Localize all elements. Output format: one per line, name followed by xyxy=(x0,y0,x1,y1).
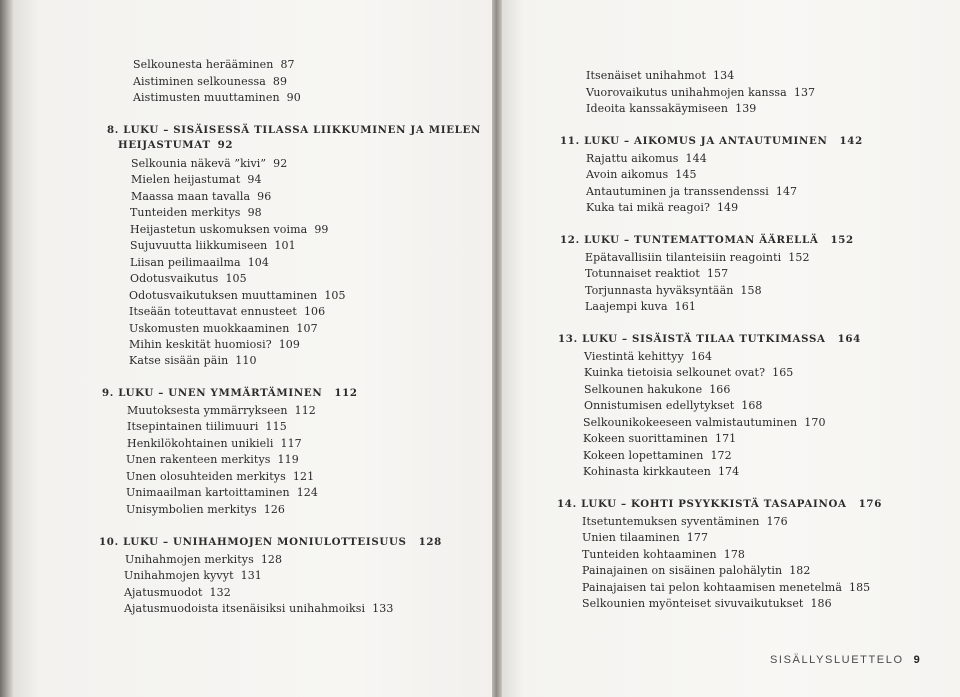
toc-entry: Kokeen suorittaminen 171 xyxy=(583,432,737,445)
book-spine xyxy=(492,0,502,697)
toc-entry: Odotusvaikutus 105 xyxy=(130,272,247,285)
toc-entry: Painajainen on sisäinen palohälytin 182 xyxy=(582,564,811,577)
page-footer xyxy=(770,654,920,666)
toc-entry: Kokeen lopettaminen 172 xyxy=(583,449,732,462)
page-number: 9 xyxy=(913,654,920,666)
chapter-heading: 9. LUKU – UNEN YMMÄRTÄMINEN 112 xyxy=(102,387,358,399)
toc-entry: Selkounen hakukone 166 xyxy=(584,383,731,396)
toc-entry: Selkounesta herääminen 87 xyxy=(133,58,295,71)
toc-entry: Unimaailman kartoittaminen 124 xyxy=(126,486,318,499)
chapter-heading: 8. LUKU – SISÄISESSÄ TILASSA LIIKKUMINEN JA MIELEN xyxy=(107,124,482,136)
toc-entry: Unihahmojen kyvyt 131 xyxy=(124,569,262,582)
toc-entry: Avoin aikomus 145 xyxy=(586,168,697,181)
toc-entry: Unisymbolien merkitys 126 xyxy=(126,503,286,516)
toc-entry: Totunnaiset reaktiot 157 xyxy=(585,267,729,280)
toc-entry: Selkounia näkevä ”kivi” 92 xyxy=(131,157,288,170)
toc-entry: Itsenäiset unihahmot 134 xyxy=(586,69,735,82)
toc-entry: Itsetuntemuksen syventäminen 176 xyxy=(582,515,788,528)
toc-entry: Liisan peilimaailma 104 xyxy=(130,256,269,269)
toc-entry: Uskomusten muokkaaminen 107 xyxy=(129,322,318,335)
toc-entry: Kuinka tietoisia selkounet ovat? 165 xyxy=(584,366,794,379)
toc-entry: Sujuvuutta liikkumiseen 101 xyxy=(130,239,296,252)
chapter-heading: 14. LUKU – KOHTI PSYYKKISTÄ TASAPAINOA 176 xyxy=(557,498,883,510)
toc-entry: Tunteiden merkitys 98 xyxy=(130,206,262,219)
chapter-heading: HEIJASTUMAT 92 xyxy=(118,139,234,151)
book-edge xyxy=(0,0,14,697)
toc-entry: Henkilökohtainen unikieli 117 xyxy=(127,437,302,450)
toc-entry: Katse sisään päin 110 xyxy=(129,354,257,367)
toc-entry: Itseään toteuttavat ennusteet 106 xyxy=(129,305,326,318)
chapter-heading: 12. LUKU – TUNTEMATTOMAN ÄÄRELLÄ 152 xyxy=(560,234,854,246)
toc-entry: Ideoita kanssakäymiseen 139 xyxy=(586,102,757,115)
toc-entry: Tunteiden kohtaaminen 178 xyxy=(582,548,746,561)
toc-entry: Torjunnasta hyväksyntään 158 xyxy=(585,284,762,297)
toc-entry: Ajatusmuodot 132 xyxy=(124,586,231,599)
toc-entry: Mielen heijastumat 94 xyxy=(131,173,262,186)
toc-entry: Unihahmojen merkitys 128 xyxy=(125,553,283,566)
toc-entry: Painajaisen tai pelon kohtaamisen menetelmä 185 xyxy=(582,581,871,594)
toc-entry: Selkounien myönteiset sivuvaikutukset 186 xyxy=(582,597,832,610)
footer-label: SISÄLLYSLUETTELO xyxy=(770,654,904,666)
toc-entry: Maassa maan tavalla 96 xyxy=(131,190,272,203)
toc-entry: Unen olosuhteiden merkitys 121 xyxy=(126,470,315,483)
toc-entry: Kuka tai mikä reagoi? 149 xyxy=(586,201,739,214)
toc-entry: Aistimusten muuttaminen 90 xyxy=(133,91,301,104)
toc-entry: Vuorovaikutus unihahmojen kanssa 137 xyxy=(586,86,816,99)
chapter-heading: 10. LUKU – UNIHAHMOJEN MONIULOTTEISUUS 128 xyxy=(99,536,442,548)
toc-entry: Odotusvaikutuksen muuttaminen 105 xyxy=(129,289,346,302)
toc-entry: Rajattu aikomus 144 xyxy=(586,152,707,165)
toc-entry: Unien tilaaminen 177 xyxy=(582,531,709,544)
toc-entry: Unen rakenteen merkitys 119 xyxy=(126,453,299,466)
toc-entry: Mihin keskität huomiosi? 109 xyxy=(129,338,300,351)
toc-entry: Antautuminen ja transsendenssi 147 xyxy=(586,185,798,198)
toc-entry: Ajatusmuodoista itsenäisiksi unihahmoiksi 133 xyxy=(124,602,394,615)
toc-entry: Epätavallisiin tilanteisiin reagointi 152 xyxy=(585,251,810,264)
toc-entry: Aistiminen selkounessa 89 xyxy=(133,75,288,88)
chapter-heading: 13. LUKU – SISÄISTÄ TILAA TUTKIMASSA 164 xyxy=(558,333,861,345)
toc-entry: Laajempi kuva 161 xyxy=(585,300,696,313)
toc-entry: Viestintä kehittyy 164 xyxy=(584,350,713,363)
toc-entry: Muutoksesta ymmärrykseen 112 xyxy=(127,404,316,417)
toc-entry: Itsepintainen tiilimuuri 115 xyxy=(127,420,287,433)
toc-entry: Selkounikokeeseen valmistautuminen 170 xyxy=(583,416,826,429)
toc-entry: Kohinasta kirkkauteen 174 xyxy=(583,465,740,478)
toc-entry: Onnistumisen edellytykset 168 xyxy=(584,399,763,412)
toc-entry: Heijastetun uskomuksen voima 99 xyxy=(130,223,329,236)
chapter-heading: 11. LUKU – AIKOMUS JA ANTAUTUMINEN 142 xyxy=(560,135,863,147)
